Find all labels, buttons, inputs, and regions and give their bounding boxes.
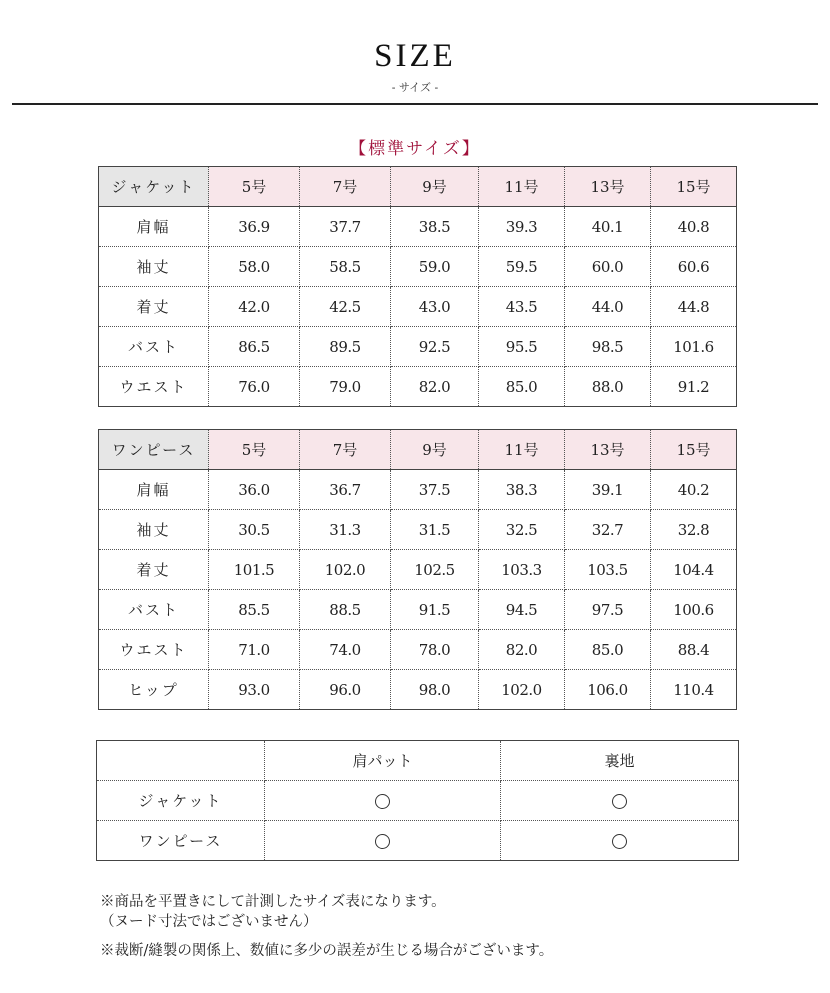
measurement-cell: 93.0 [209, 670, 300, 710]
measurement-cell: 86.5 [209, 327, 300, 367]
page-subtitle: - サイズ - [391, 81, 439, 94]
features-row [97, 821, 739, 861]
measurement-cell: 60.6 [651, 247, 737, 287]
measurement-cell: 91.5 [391, 590, 479, 630]
measurement-cell: 78.0 [391, 630, 479, 670]
measurement-cell: 85.5 [209, 590, 300, 630]
row-label: ウエスト [99, 630, 209, 670]
size-header: 7号 [300, 430, 391, 470]
measurement-cell: 44.8 [651, 287, 737, 327]
measurement-cell: 100.6 [651, 590, 737, 630]
feature-cell [501, 821, 739, 861]
row-label: 袖丈 [99, 510, 209, 550]
measurement-cell: 36.9 [209, 207, 300, 247]
measurement-cell: 38.5 [391, 207, 479, 247]
measurement-cell: 102.0 [479, 670, 565, 710]
row-label: 肩幅 [99, 207, 209, 247]
table-row [99, 367, 737, 407]
features-header-row [97, 741, 739, 781]
features-row-label: ワンピース [97, 821, 265, 861]
feature-cell [501, 781, 739, 821]
measurement-cell: 59.5 [479, 247, 565, 287]
measurement-cell: 103.5 [565, 550, 651, 590]
row-label: 袖丈 [99, 247, 209, 287]
measurement-cell: 60.0 [565, 247, 651, 287]
measurement-cell: 59.0 [391, 247, 479, 287]
section-heading: 【標準サイズ】 [349, 139, 481, 159]
feature-cell [265, 781, 501, 821]
row-label: 着丈 [99, 287, 209, 327]
measurement-cell: 91.2 [677, 377, 710, 396]
size-header: 13号 [565, 167, 651, 207]
measurement-cell: 101.5 [209, 550, 300, 590]
measurement-cell: 85.0 [565, 630, 651, 670]
measurement-cell: 37.7 [300, 207, 391, 247]
jacket-size-table [98, 166, 737, 407]
onepiece-size-table [98, 429, 737, 710]
measurement-cell: 32.7 [565, 510, 651, 550]
measurement-cell: 40.1 [565, 207, 651, 247]
measurement-cell: 97.5 [565, 590, 651, 630]
note-line: ※商品を平置きにして計測したサイズ表になります。 [100, 894, 446, 910]
jacket-rows [99, 207, 737, 407]
measurement-cell: 58.0 [209, 247, 300, 287]
measurement-cell: 32.8 [651, 510, 737, 550]
measurement-cell: 32.5 [479, 510, 565, 550]
size-header: 9号 [391, 167, 479, 207]
feature-column-header: 肩パット [265, 741, 501, 781]
measurement-cell: 44.0 [565, 287, 651, 327]
measurement-cell: 104.4 [651, 550, 737, 590]
measurement-cell: 102.5 [391, 550, 479, 590]
table-row [99, 630, 737, 670]
size-header: 7号 [300, 167, 391, 207]
table-row [99, 590, 737, 630]
measurement-cell: 40.8 [651, 207, 737, 247]
notes [100, 892, 553, 961]
feature-cell [265, 821, 501, 861]
row-label: バスト [99, 327, 209, 367]
measurement-cell: 88.4 [651, 630, 737, 670]
measurement-cell: 39.1 [565, 470, 651, 510]
measurement-cell: 101.6 [651, 327, 737, 367]
table-row [99, 470, 737, 510]
onepiece-rows [99, 470, 737, 710]
measurement-cell: 42.0 [209, 287, 300, 327]
measurement-cell: 43.5 [479, 287, 565, 327]
table-row [99, 670, 737, 710]
size-header: 11号 [479, 167, 565, 207]
measurement-cell: 71.0 [209, 630, 300, 670]
features-row [97, 781, 739, 821]
size-header: 15号 [651, 430, 737, 470]
measurement-cell: 89.5 [300, 327, 391, 367]
features-row-label: ジャケット [97, 781, 265, 821]
table-corner-label: ワンピース [99, 430, 209, 470]
row-label: バスト [99, 590, 209, 630]
measurement-cell: 39.3 [479, 207, 565, 247]
table-header-row [99, 167, 737, 207]
note-line: ※裁断/縫製の関係上、数値に多少の誤差が生じる場合がございます。 [100, 943, 554, 959]
table-row [99, 207, 737, 247]
measurement-cell: 36.7 [300, 470, 391, 510]
measurement-cell: 38.3 [479, 470, 565, 510]
page-title: SIZE [374, 38, 456, 74]
measurement-cell: 102.0 [300, 550, 391, 590]
row-label: ヒップ [99, 670, 209, 710]
measurement-cell: 31.5 [391, 510, 479, 550]
circle-mark-icon [375, 834, 390, 849]
header-divider [12, 103, 818, 105]
measurement-cell: 103.3 [479, 550, 565, 590]
measurement-cell: 92.5 [391, 327, 479, 367]
measurement-cell: 95.5 [479, 327, 565, 367]
measurement-cell: 98.5 [565, 327, 651, 367]
measurement-cell: 88.0 [565, 367, 651, 407]
features-table [96, 740, 739, 861]
measurement-cell: 74.0 [300, 630, 391, 670]
table-row [99, 247, 737, 287]
measurement-cell: 79.0 [300, 367, 391, 407]
measurement-cell: 82.0 [391, 367, 479, 407]
note-line: （ヌード寸法ではございません） [100, 914, 318, 930]
measurement-cell: 82.0 [479, 630, 565, 670]
row-label: 着丈 [99, 550, 209, 590]
measurement-cell: 76.0 [209, 367, 300, 407]
size-header: 5号 [209, 430, 300, 470]
size-header: 13号 [565, 430, 651, 470]
table-row [99, 287, 737, 327]
measurement-cell: 106.0 [565, 670, 651, 710]
measurement-cell: 110.4 [673, 680, 714, 699]
circle-mark-icon [375, 794, 390, 809]
table-row [99, 510, 737, 550]
measurement-cell: 94.5 [479, 590, 565, 630]
feature-column-header: 裏地 [501, 741, 739, 781]
measurement-cell: 98.0 [391, 670, 479, 710]
measurement-cell: 88.5 [300, 590, 391, 630]
features-corner [97, 741, 265, 781]
measurement-cell: 40.2 [651, 470, 737, 510]
measurement-cell: 96.0 [300, 670, 391, 710]
table-corner-label: ジャケット [99, 167, 209, 207]
circle-mark-icon [612, 794, 627, 809]
size-header: 9号 [391, 430, 479, 470]
circle-mark-icon [612, 834, 627, 849]
measurement-cell: 58.5 [300, 247, 391, 287]
table-row [99, 327, 737, 367]
table-row [99, 550, 737, 590]
measurement-cell: 43.0 [391, 287, 479, 327]
measurement-cell: 37.5 [391, 470, 479, 510]
table-header-row [99, 430, 737, 470]
measurement-cell: 36.0 [209, 470, 300, 510]
row-label: ウエスト [99, 367, 209, 407]
measurement-cell: 85.0 [479, 367, 565, 407]
measurement-cell: 42.5 [300, 287, 391, 327]
size-header: 15号 [651, 167, 737, 207]
size-header: 5号 [209, 167, 300, 207]
measurement-cell: 31.3 [300, 510, 391, 550]
row-label: 肩幅 [99, 470, 209, 510]
size-header: 11号 [479, 430, 565, 470]
measurement-cell: 30.5 [209, 510, 300, 550]
